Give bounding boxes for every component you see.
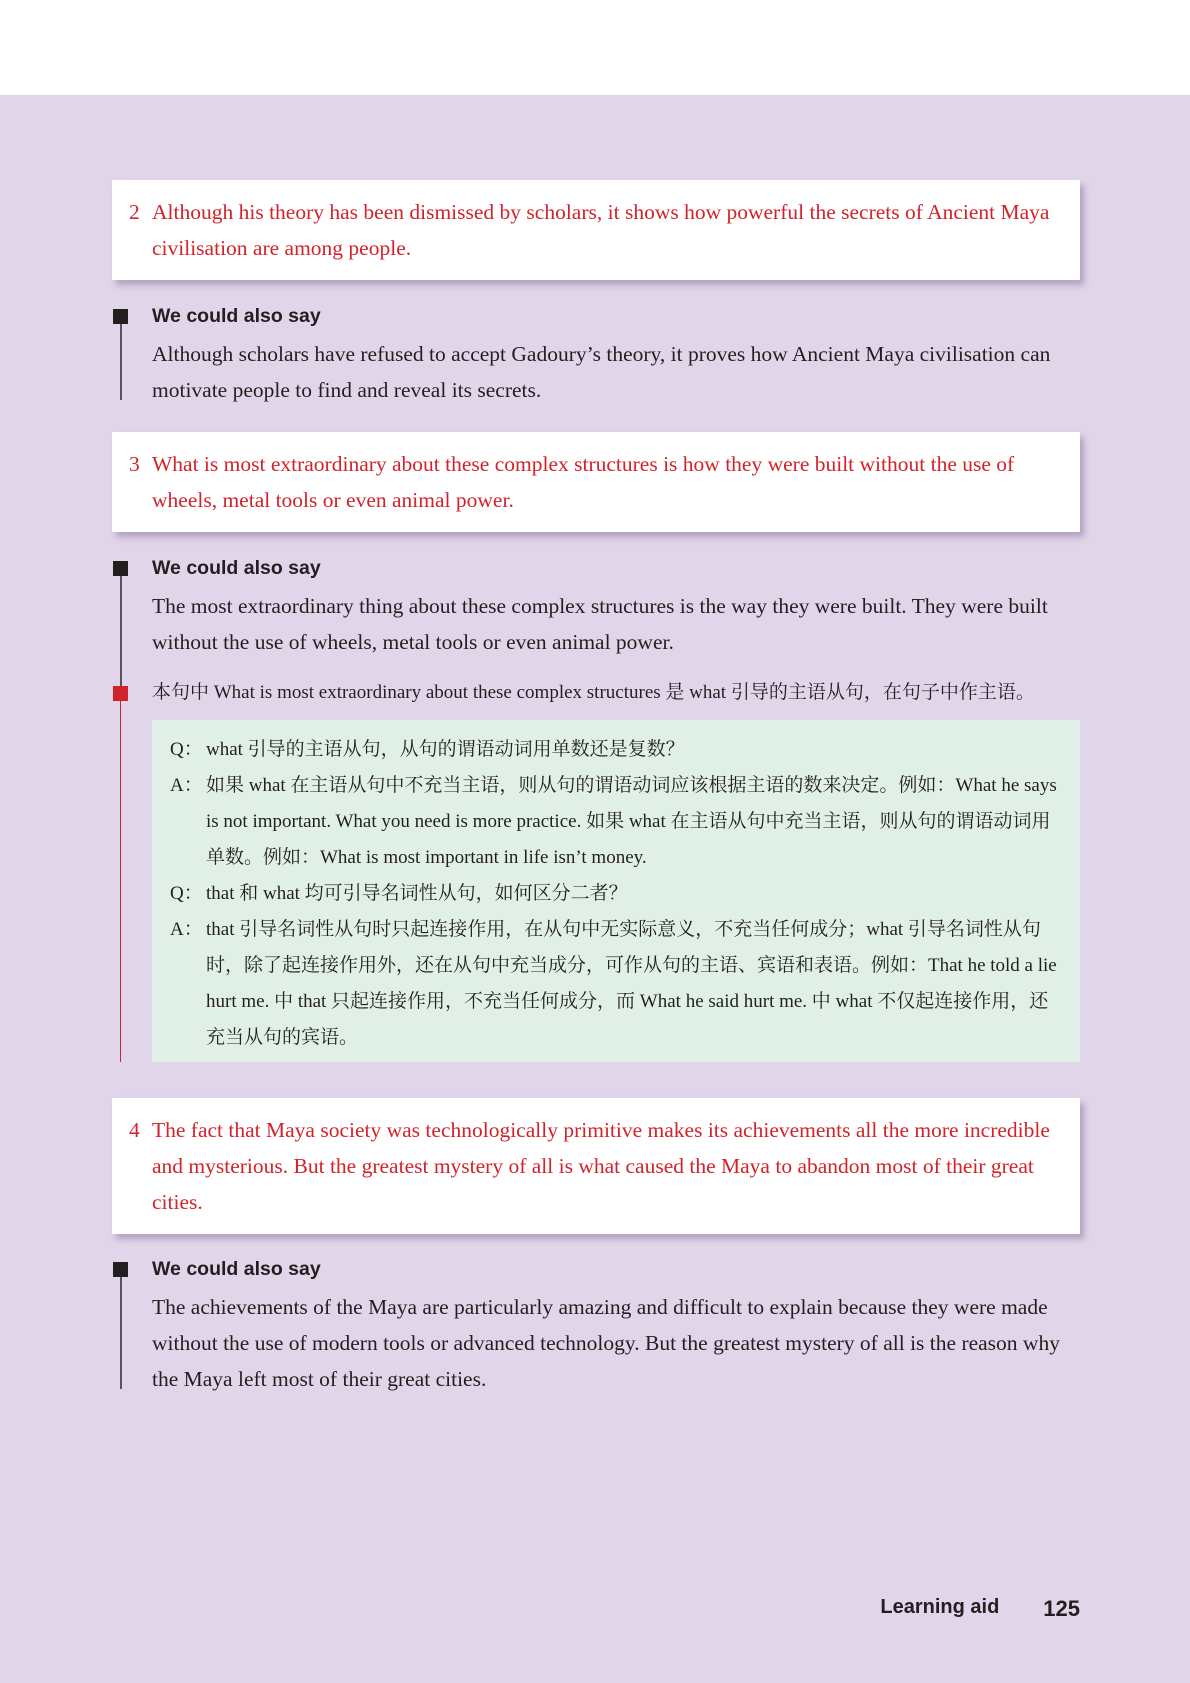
qa-text: what 引导的主语从句，从句的谓语动词用单数还是复数？ (206, 739, 685, 760)
qa-box (152, 720, 1080, 1062)
qa-item (170, 768, 1060, 876)
also-say-text: The achievements of the Maya are particularly amazing and difficult to explain because they were made without the use of modern tools or advanced technology. But the greatest mystery of all is the reason why the Maya left most of their great cities. (152, 1295, 1060, 1391)
grammar-note: 本句中 What is most extraordinary about these complex structures 是 what 引导的主语从句，在句子中作主语。 (152, 682, 1035, 703)
page-number: 125 (1043, 1596, 1080, 1621)
section-marker-icon (113, 561, 128, 576)
also-say-4 (152, 1257, 1087, 1397)
example-sentence-3 (112, 432, 1080, 532)
section-label: Learning aid (880, 1596, 1000, 1618)
sentence-text: What is most extraordinary about these complex structures is how they were built without the use of wheels, metal tools or even animal power. (152, 452, 1015, 512)
sentence-number: 3 (129, 452, 140, 476)
qa-key: A： (170, 919, 203, 940)
sentence-number: 4 (129, 1118, 140, 1142)
also-say-text: The most extraordinary thing about these complex structures is the way they were built. They were built without the use of wheels, metal tools or even animal power. (152, 594, 1048, 654)
divider-line (120, 324, 122, 400)
qa-item (170, 876, 1060, 912)
qa-text: that 引导名词性从句时只起连接作用，在从句中无实际意义，不充当任何成分；what 引导名词性从句时，除了起连接作用外，还在从句中充当成分，可作从句的主语、宾语和表语。例如：That he told a lie hurt me. 中 that 只起连接作用，不充当任何成分，而 What he said hurt me. 中 what 不仅起连接作用，还充当从句的宾语。 (206, 919, 1057, 1048)
also-say-heading: We could also say (152, 557, 321, 579)
divider-line (120, 1277, 122, 1389)
also-say-heading: We could also say (152, 305, 321, 327)
qa-key: Q： (170, 739, 203, 760)
sentence-number: 2 (129, 200, 140, 224)
sentence-text: Although his theory has been dismissed by scholars, it shows how powerful the secrets of Ancient Maya civilisation are among people. (152, 200, 1050, 260)
note-line (120, 700, 121, 1062)
also-say-2 (152, 304, 1087, 408)
qa-text: that 和 what 均可引导名词性从句，如何区分二者？ (206, 883, 628, 904)
sentence-text: The fact that Maya society was technologically primitive makes its achievements all the more incredible and mysterious. But the greatest mystery of all is what caused the Maya to abandon most of their great cities. (152, 1118, 1050, 1214)
also-say-3 (152, 556, 1087, 660)
example-sentence-4 (112, 1098, 1080, 1234)
qa-item (170, 912, 1060, 1056)
divider-line (120, 576, 122, 686)
page-footer (880, 1596, 1080, 1622)
section-marker-icon (113, 309, 128, 324)
example-sentence-2 (112, 180, 1080, 280)
also-say-heading: We could also say (152, 1258, 321, 1280)
section-marker-icon (113, 1262, 128, 1277)
qa-item (170, 732, 1060, 768)
also-say-text: Although scholars have refused to accept Gadoury’s theory, it proves how Ancient Maya civilisation can motivate people to find and reveal its secrets. (152, 342, 1051, 402)
note-marker-icon (113, 686, 128, 701)
qa-key: A： (170, 775, 203, 796)
qa-text: 如果 what 在主语从句中不充当主语，则从句的谓语动词应该根据主语的数来决定。例如：What he says is not important. What you need is more practice. 如果 what 在主语从句中充当主语，则从句的谓语动词用单数。例如：What is most important in life isn’t money. (206, 775, 1057, 868)
qa-key: Q： (170, 883, 203, 904)
